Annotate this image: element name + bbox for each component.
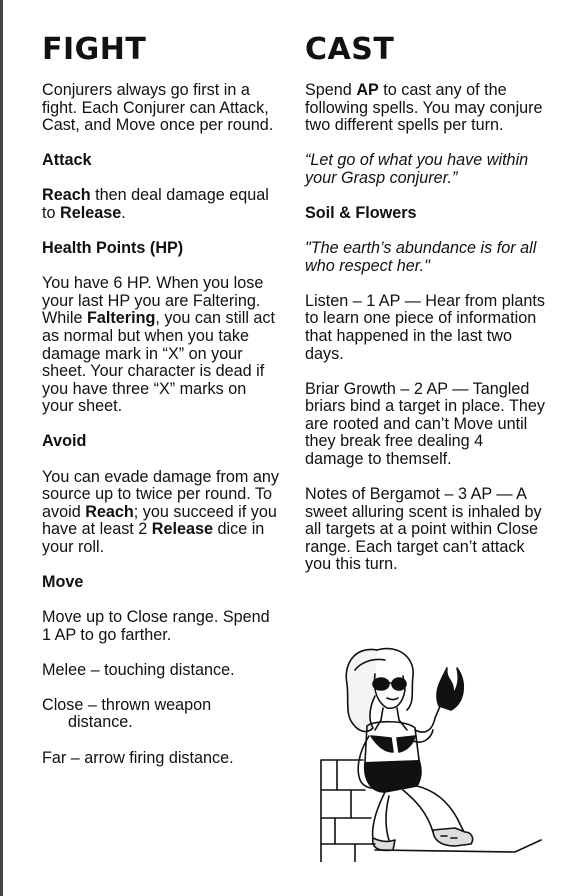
fight-column xyxy=(42,32,282,785)
page-edge xyxy=(0,0,3,896)
move-text: Move up to Close range. Spend 1 AP to go farther. xyxy=(42,608,270,644)
cast-quote: “Let go of what you have within your Grasp conjurer.” xyxy=(305,151,529,187)
spell-notes-of-bergamot: Notes of Bergamot – 3 AP — A sweet alluring scent is inhaled by all targets at a point within Close range. Each target can’t attack you this turn. xyxy=(305,485,542,574)
spell-briar-growth: Briar Growth – 2 AP — Tangled briars bind a target in place. They are rooted and can’t Move until they break free dealing 4 damage to themself. xyxy=(305,379,545,468)
hp-heading: Health Points (HP) xyxy=(42,239,184,258)
fight-title: FIGHT xyxy=(42,32,147,67)
attack-text-part: then deal damage equal to xyxy=(42,186,269,222)
faltering-term: Faltering xyxy=(86,309,156,328)
cast-intro xyxy=(305,82,545,135)
soil-quote: "The earth’s abundance is for all who respect her." xyxy=(305,239,537,275)
attack-text-end: . xyxy=(121,203,126,222)
spell-listen: Listen – 1 AP — Hear from plants to learn one piece of information that happened in the last two days. xyxy=(305,291,545,363)
reach-term: Reach xyxy=(42,186,91,205)
avoid-heading: Avoid xyxy=(42,432,87,451)
melee-range: Melee – touching distance. xyxy=(42,660,235,679)
cast-intro-end: to cast any of the following spells. You may conjure two different spells per turn. xyxy=(305,81,543,135)
hp-text-part: You have 6 HP. When you lose your last HP you are Faltering. While xyxy=(42,274,264,328)
fight-intro: Conjurers always go first in a fight. Each Conjurer can Attack, Cast, and Move once per round. xyxy=(42,81,274,135)
cast-intro-part: Spend xyxy=(305,81,357,99)
close-range-line1: Close – thrown weapon xyxy=(42,695,212,714)
avoid-text-part: You can evade damage from any source up to twice per round. To avoid xyxy=(42,467,279,521)
hp-text xyxy=(42,275,282,416)
release-term: Release xyxy=(60,203,122,222)
avoid-text xyxy=(42,469,282,557)
close-range-line2: distance. xyxy=(68,713,133,732)
attack-text xyxy=(42,187,282,222)
cast-column xyxy=(305,32,545,592)
cast-title: CAST xyxy=(305,32,395,67)
avoid-text-part: ; you succeed if you have at least 2 xyxy=(42,502,277,539)
close-range xyxy=(42,697,282,732)
conjurer-illustration xyxy=(315,640,545,862)
reach-term: Reach xyxy=(85,502,134,521)
release-term: Release xyxy=(151,520,213,539)
ap-term: AP xyxy=(356,81,379,99)
far-range: Far – arrow firing distance. xyxy=(42,748,234,767)
hp-text-end: , you can still act as normal but when you take damage mark in “X” on your sheet. Your character is dead if you have three “X” marks on your sheet. xyxy=(42,309,276,416)
avoid-text-end: dice in your roll. xyxy=(42,520,265,556)
soil-heading: Soil & Flowers xyxy=(305,203,417,222)
attack-heading: Attack xyxy=(42,151,92,170)
move-heading: Move xyxy=(42,572,84,591)
